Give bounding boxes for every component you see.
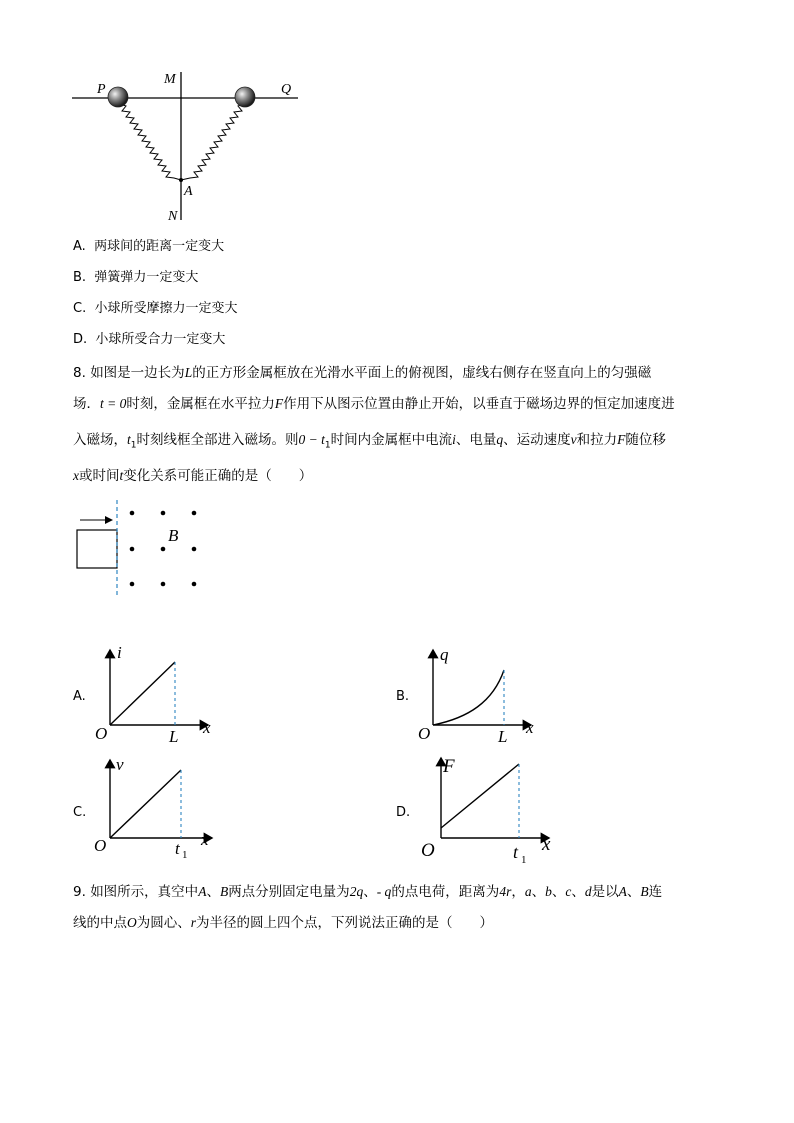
graph-b-ylabel: q: [440, 645, 449, 664]
right-spring: [181, 104, 244, 180]
q8-line-3: 入磁场，$t_1$时刻线框全部进入磁场。则$0 - t_1$时间内金属框中电流i、电量q、运动速度v和拉力F随位移: [73, 432, 666, 451]
label-A: A: [184, 184, 193, 199]
field-dots: [130, 511, 197, 587]
graph-d-ylabel: F: [443, 756, 455, 777]
q8-option-a-letter: A.: [73, 689, 86, 704]
graph-a-ylabel: i: [117, 643, 122, 662]
q8-line-2: 场．t = 0时刻，金属框在水平拉力F作用下从图示位置由静止开始，以垂直于磁场边界的恒定加速度进: [73, 396, 675, 412]
graph-b-origin: O: [418, 724, 431, 743]
q8-line-4: x或时间t变化关系可能正确的是（ ）: [73, 468, 313, 484]
graph-d: [413, 752, 563, 867]
label-P: P: [97, 82, 106, 97]
q8-option-d-letter: D.: [396, 805, 411, 820]
q7-option-b: B. 弹簧弹力一定变大: [73, 270, 199, 285]
magnetic-field-figure: [70, 498, 220, 603]
q8-line-1: 8. 如图是一边长为L的正方形金属框放在光滑水平面上的俯视图，虚线右侧存在竖直向上的匀强磁: [73, 365, 652, 381]
ball-left: [108, 87, 128, 107]
label-N: N: [168, 209, 178, 224]
graph-c-ylabel: v: [116, 755, 124, 774]
graph-a: [90, 642, 230, 747]
curve-a: [110, 662, 175, 725]
curve-c: [110, 770, 181, 838]
graph-c-mark: t: [175, 839, 180, 858]
q7-option-c: C. 小球所受摩擦力一定变大: [73, 301, 238, 316]
graph-a-mark: L: [169, 727, 179, 746]
label-M: M: [164, 72, 176, 87]
graph-b-mark: L: [498, 727, 508, 746]
q8-option-b-letter: B.: [396, 689, 410, 704]
graph-d-mark: t: [513, 842, 519, 862]
q7-option-a: A. 两球间的距离一定变大: [73, 239, 225, 254]
metal-frame: [77, 530, 117, 568]
graph-a-xlabel: x: [203, 718, 211, 737]
spring-ball-figure: [60, 60, 320, 230]
graph-b: [413, 642, 553, 747]
graph-c-origin: O: [94, 836, 107, 855]
graph-d-origin: O: [421, 840, 435, 861]
q9-line-1: 9. 如图所示，真空中A、B两点分别固定电量为2q、- q的点电荷，距离为4r，a、b、c、d是以A、B连: [73, 884, 663, 900]
graph-d-xlabel: x: [542, 834, 551, 855]
left-spring: [120, 104, 181, 180]
graph-a-origin: O: [95, 724, 108, 743]
graph-c: [90, 752, 230, 862]
q9-line-2: 线的中点O为圆心、r为半径的圆上四个点，下列说法正确的是（ ）: [73, 915, 494, 931]
curve-b: [433, 670, 504, 725]
q8-option-c-letter: C.: [73, 805, 87, 820]
field-label-B: B: [168, 526, 179, 545]
graph-c-xlabel: x: [201, 830, 209, 849]
label-Q: Q: [281, 82, 292, 97]
graph-d-mark-sub: 1: [521, 854, 527, 866]
q7-option-d: D. 小球所受合力一定变大: [73, 332, 226, 347]
ball-right: [235, 87, 255, 107]
graph-b-xlabel: x: [526, 718, 534, 737]
graph-c-mark-sub: 1: [182, 849, 188, 861]
